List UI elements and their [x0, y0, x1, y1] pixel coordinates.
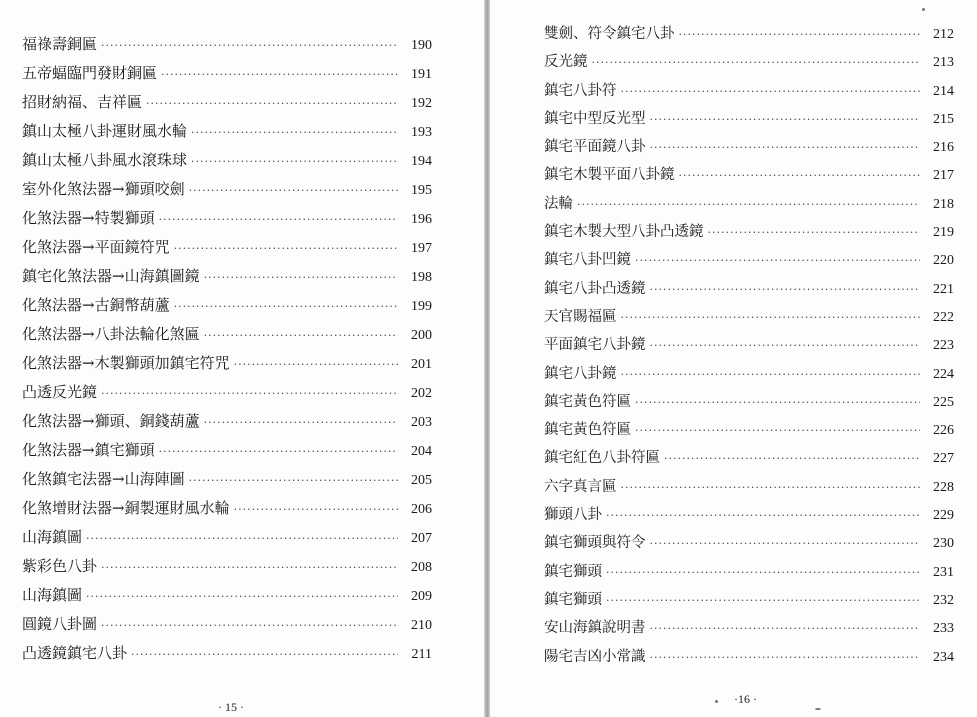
toc-entry	[544, 133, 954, 161]
toc-entry	[22, 407, 432, 436]
toc-entry-page: 229	[933, 508, 954, 524]
toc-entry	[544, 77, 954, 105]
toc-entry-title: 鎮宅八卦凹鏡	[544, 252, 631, 269]
toc-entry-title: 鎮山太極八卦運財風水輪	[22, 122, 188, 140]
dot-leader	[191, 118, 398, 147]
toc-entry	[22, 146, 432, 175]
left-page	[0, 0, 484, 717]
toc-entry-title: 鎮宅黃色符匾	[544, 393, 631, 410]
toc-entry	[22, 117, 432, 146]
toc-entry-page: 196	[411, 212, 432, 227]
toc-entry-title: 平面鎮宅八卦鏡	[544, 337, 646, 354]
dot-leader	[606, 587, 920, 615]
toc-entry-page: 191	[411, 67, 432, 82]
toc-entry-title: 獅頭八卦	[544, 507, 602, 524]
dot-leader	[650, 134, 921, 162]
dot-leader	[606, 559, 920, 587]
dot-leader	[86, 582, 398, 611]
toc-entry	[544, 105, 954, 133]
toc-entry-page: 198	[411, 270, 432, 285]
toc-entry-page: 216	[933, 140, 954, 156]
dot-leader	[174, 292, 398, 321]
dot-leader	[650, 332, 921, 360]
toc-entry	[22, 378, 432, 407]
toc-entry-title: 紫彩色八卦	[22, 557, 98, 575]
dot-leader	[650, 276, 921, 304]
toc-entry-page: 194	[411, 154, 432, 169]
dot-leader	[204, 263, 398, 292]
left-page-number: · 15 ·	[218, 700, 244, 714]
toc-entry-title: 法輪	[544, 195, 573, 212]
toc-entry-page: 225	[933, 394, 954, 410]
toc-entry-title: 福祿壽銅匾	[22, 35, 98, 53]
toc-entry	[544, 161, 954, 189]
toc-entry-page: 226	[933, 423, 954, 439]
toc-entry-title: 鎮宅八卦符	[544, 82, 617, 99]
toc-entry	[22, 494, 432, 523]
toc-entry-page: 197	[411, 241, 432, 256]
toc-entry	[22, 465, 432, 494]
toc-entry-title: 鎮宅中型反光型	[544, 110, 646, 127]
toc-entry	[544, 275, 954, 303]
toc-entry-title: 化煞法器→古銅幣葫蘆	[22, 296, 170, 314]
dot-leader	[146, 89, 398, 118]
toc-entry	[544, 643, 954, 671]
dot-leader	[679, 21, 921, 49]
toc-entry	[544, 614, 954, 642]
toc-entry	[22, 639, 432, 668]
toc-entry-title: 室外化煞法器→獅頭咬劍	[22, 180, 185, 198]
right-page	[490, 0, 977, 717]
dot-leader	[101, 379, 398, 408]
dot-leader	[650, 106, 921, 134]
toc-entry-page: 224	[933, 366, 954, 382]
toc-entry-page: 220	[933, 253, 954, 269]
toc-entry	[22, 320, 432, 349]
dot-leader	[621, 474, 921, 502]
toc-entry-page: 213	[933, 55, 954, 71]
toc-entry	[22, 30, 432, 59]
toc-entry-title: 雙劍、符令鎮宅八卦	[544, 26, 675, 42]
toc-entry-title: 山海鎮圖	[22, 528, 83, 546]
toc-entry-title: 凸透鏡鎮宅八卦	[22, 644, 128, 662]
dot-leader	[621, 361, 921, 389]
dot-leader	[650, 530, 921, 558]
toc-entry-page: 209	[411, 589, 432, 604]
toc-entry-page: 208	[411, 560, 432, 575]
toc-entry	[22, 88, 432, 117]
dot-leader	[161, 60, 398, 89]
toc-entry-title: 六字真言匾	[544, 478, 617, 495]
toc-entry-title: 五帝蝠臨門發財銅匾	[22, 64, 158, 82]
dot-leader	[191, 147, 398, 176]
dot-leader	[606, 502, 920, 530]
toc-entry-page: 214	[933, 83, 954, 99]
toc-entry-page: 204	[411, 444, 432, 459]
scan-speck	[715, 700, 718, 703]
dot-leader	[204, 408, 398, 437]
toc-entry-title: 化煞法器→特製獅頭	[22, 209, 155, 227]
toc-entry-page: 200	[411, 328, 432, 343]
toc-entry-title: 鎮宅紅色八卦符匾	[544, 450, 660, 467]
toc-entry-page: 219	[933, 225, 954, 241]
toc-entry-title: 化煞法器→八卦法輪化煞匾	[22, 325, 200, 343]
toc-entry-title: 化煞法器→鎮宅獅頭	[22, 441, 155, 459]
toc-entry-page: 234	[933, 649, 954, 665]
toc-entry-page: 230	[933, 536, 954, 552]
toc-entry	[22, 349, 432, 378]
toc-entry-title: 化煞法器→平面鏡符咒	[22, 238, 170, 256]
toc-entry	[544, 529, 954, 557]
dot-leader	[174, 234, 398, 263]
toc-entry-title: 鎮宅八卦鏡	[544, 365, 617, 382]
toc-entry-page: 233	[933, 621, 954, 637]
dot-leader	[650, 644, 921, 672]
toc-entry-page: 231	[933, 564, 954, 580]
dot-leader	[664, 445, 920, 473]
toc-entry	[22, 523, 432, 552]
toc-entry-title: 安山海鎮說明書	[544, 620, 646, 637]
toc-entry	[544, 444, 954, 472]
toc-entry-page: 221	[933, 281, 954, 297]
toc-entry-title: 鎮宅獅頭	[544, 591, 602, 608]
toc-entry	[22, 581, 432, 610]
toc-entry	[544, 246, 954, 274]
toc-entry-page: 228	[933, 479, 954, 495]
toc-entry-page: 192	[411, 96, 432, 111]
toc-entry-title: 化煞增財法器→銅製運財風水輪	[22, 499, 230, 517]
scan-speck	[922, 8, 925, 11]
toc-entry-page: 222	[933, 309, 954, 325]
toc-entry	[22, 552, 432, 581]
toc-entry	[22, 262, 432, 291]
toc-entry-page: 232	[933, 592, 954, 608]
toc-entry-page: 210	[411, 618, 432, 633]
toc-entry-page: 193	[411, 125, 432, 140]
toc-entry-page: 211	[411, 647, 432, 662]
toc-entry-title: 陽宅吉凶小常識	[544, 648, 646, 665]
dot-leader	[86, 524, 398, 553]
toc-entry-page: 217	[933, 168, 954, 184]
dot-leader	[234, 495, 398, 524]
dot-leader	[650, 615, 921, 643]
toc-entry-title: 鎮宅化煞法器→山海鎮圖鏡	[22, 267, 200, 285]
dot-leader	[592, 49, 921, 77]
right-page-number: ·16 ·	[734, 692, 757, 706]
toc-entry	[544, 586, 954, 614]
toc-entry-title: 化煞法器→獅頭、銅錢葫蘆	[22, 412, 200, 430]
toc-entry	[544, 331, 954, 359]
toc-entry-page: 195	[411, 183, 432, 198]
toc-entry-title: 反光鏡	[544, 54, 588, 71]
toc-entry-page: 199	[411, 299, 432, 314]
toc-entry	[544, 501, 954, 529]
dot-leader	[621, 78, 921, 106]
dot-leader	[635, 247, 920, 275]
toc-entry	[22, 175, 432, 204]
toc-entry-page: 205	[411, 473, 432, 488]
dot-leader	[234, 350, 398, 379]
toc-entry-title: 山海鎮圖	[22, 586, 83, 604]
toc-entry	[544, 20, 954, 48]
dot-leader	[635, 389, 920, 417]
toc-entry-title: 招財納福、吉祥匾	[22, 93, 143, 111]
toc-entry	[544, 218, 954, 246]
toc-entry-title: 化煞鎮宅法器→山海陣圖	[22, 470, 185, 488]
toc-entry-title: 鎮宅木製平面八卦鏡	[544, 167, 675, 184]
dot-leader	[708, 219, 921, 247]
right-toc-list	[544, 20, 954, 671]
dot-leader	[101, 553, 398, 582]
toc-entry	[544, 48, 954, 76]
toc-entry-title: 鎮山太極八卦風水滾珠球	[22, 151, 188, 169]
toc-entry-page: 206	[411, 502, 432, 517]
toc-entry	[544, 388, 954, 416]
toc-entry	[22, 291, 432, 320]
dot-leader	[101, 31, 398, 60]
toc-entry-page: 215	[933, 111, 954, 127]
toc-entry-page: 207	[411, 531, 432, 546]
toc-entry	[544, 473, 954, 501]
toc-entry	[544, 303, 954, 331]
toc-entry-page: 212	[933, 27, 954, 42]
dot-leader	[101, 611, 398, 640]
toc-entry-title: 鎮宅獅頭與符令	[544, 535, 646, 552]
toc-entry	[22, 233, 432, 262]
dot-leader	[577, 191, 920, 219]
toc-entry-page: 218	[933, 196, 954, 212]
toc-entry-title: 鎮宅黃色符匾	[544, 422, 631, 439]
scan-speck	[815, 708, 821, 710]
toc-entry-page: 203	[411, 415, 432, 430]
toc-entry-page: 201	[411, 357, 432, 372]
left-toc-list	[22, 30, 432, 668]
toc-entry	[22, 59, 432, 88]
toc-entry-title: 圓鏡八卦圖	[22, 615, 98, 633]
dot-leader	[131, 640, 398, 669]
toc-entry-title: 天官賜福匾	[544, 308, 617, 325]
toc-entry	[22, 436, 432, 465]
toc-entry-title: 鎮宅木製大型八卦凸透鏡	[544, 224, 704, 241]
toc-entry	[544, 416, 954, 444]
toc-entry	[544, 558, 954, 586]
dot-leader	[159, 437, 398, 466]
toc-entry-page: 227	[933, 451, 954, 467]
toc-entry-page: 223	[933, 338, 954, 354]
toc-entry	[544, 360, 954, 388]
dot-leader	[189, 176, 398, 205]
toc-entry-title: 化煞法器→木製獅頭加鎮宅符咒	[22, 354, 230, 372]
dot-leader	[621, 304, 921, 332]
toc-entry-page: 202	[411, 386, 432, 401]
toc-entry	[544, 190, 954, 218]
dot-leader	[204, 321, 398, 350]
dot-leader	[679, 162, 921, 190]
toc-entry	[22, 610, 432, 639]
toc-entry-title: 鎮宅獅頭	[544, 563, 602, 580]
dot-leader	[635, 417, 920, 445]
toc-entry-title: 鎮宅八卦凸透鏡	[544, 280, 646, 297]
dot-leader	[159, 205, 398, 234]
toc-entry	[22, 204, 432, 233]
dot-leader	[189, 466, 398, 495]
toc-entry-page: 190	[411, 38, 432, 53]
toc-entry-title: 凸透反光鏡	[22, 383, 98, 401]
toc-entry-title: 鎮宅平面鏡八卦	[544, 139, 646, 156]
